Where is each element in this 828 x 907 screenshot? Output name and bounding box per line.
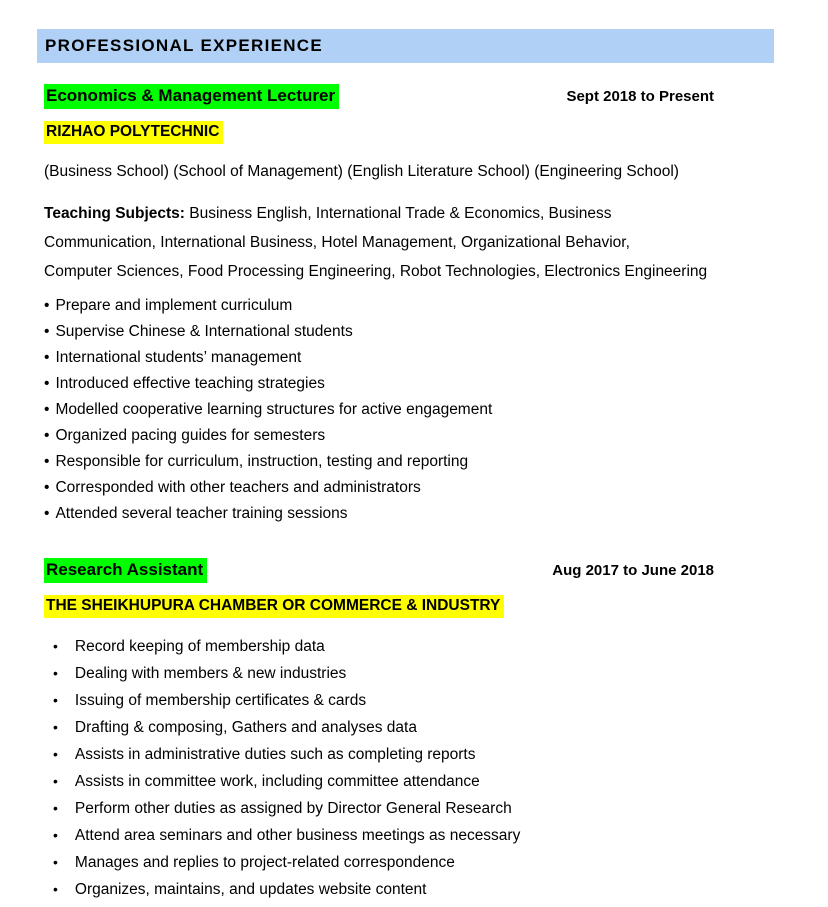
- list-item: [44, 768, 784, 795]
- bullet-text: Prepare and implement curriculum: [55, 297, 293, 314]
- list-item: [44, 371, 784, 397]
- list-item: [44, 501, 784, 527]
- bullet-text: Responsible for curriculum, instruction, testing and reporting: [55, 453, 469, 470]
- bullet-text: Record keeping of membership data: [74, 638, 325, 655]
- list-item: [44, 633, 784, 660]
- job-2-company: THE SHEIKHUPURA CHAMBER OR COMMERCE & INDUSTRY: [44, 595, 504, 618]
- bullet-icon: •: [53, 854, 58, 870]
- bullet-icon: •: [53, 773, 58, 789]
- job-2-company-row: [44, 595, 784, 618]
- bullet-icon: •: [53, 638, 58, 654]
- teaching-subjects-line: Communication, International Business, Hotel Management, Organizational Behavior,: [44, 234, 630, 251]
- list-item: [44, 345, 784, 371]
- job-1-company-row: [44, 121, 784, 144]
- job-1-title: Economics & Management Lecturer: [44, 84, 339, 109]
- list-item: [44, 449, 784, 475]
- job-1-departments: (Business School) (School of Management) (English Literature School) (Engineering School): [44, 163, 679, 180]
- bullet-text: Dealing with members & new industries: [74, 665, 347, 682]
- list-item: [44, 397, 784, 423]
- bullet-text: Attended several teacher training sessions: [55, 505, 348, 522]
- bullet-text: Assists in administrative duties such as completing reports: [74, 746, 476, 763]
- job-1-company: RIZHAO POLYTECHNIC: [44, 121, 223, 144]
- job-1-header: [44, 84, 784, 109]
- resume-content: [44, 84, 784, 903]
- list-item: [44, 293, 784, 319]
- list-item: [44, 822, 784, 849]
- job-1-dates: Sept 2018 to Present: [566, 88, 714, 105]
- job-2-header: [44, 558, 784, 583]
- bullet-icon: •: [44, 323, 50, 340]
- bullet-text: Issuing of membership certificates & cards: [74, 692, 367, 709]
- bullet-icon: •: [53, 800, 58, 816]
- bullet-icon: •: [44, 375, 50, 392]
- teaching-subjects-line: Computer Sciences, Food Processing Engineering, Robot Technologies, Electronics Engineering: [44, 263, 708, 280]
- teaching-subjects-text: Business English, International Trade & Economics, Business: [189, 205, 612, 222]
- list-item: [44, 475, 784, 501]
- list-item: [44, 849, 784, 876]
- list-item: [44, 795, 784, 822]
- bullet-text: Assists in committee work, including committee attendance: [74, 773, 480, 790]
- bullet-text: Modelled cooperative learning structures for active engagement: [55, 401, 493, 418]
- bullet-text: Attend area seminars and other business meetings as necessary: [74, 827, 521, 844]
- job-1-teaching-subjects: [44, 199, 784, 286]
- bullet-text: Introduced effective teaching strategies: [55, 375, 325, 392]
- bullet-icon: •: [53, 665, 58, 681]
- list-item: [44, 876, 784, 903]
- section-header-title: PROFESSIONAL EXPERIENCE: [45, 36, 324, 55]
- bullet-icon: •: [44, 453, 50, 470]
- bullet-icon: •: [53, 881, 58, 897]
- teaching-subjects-line: [44, 199, 784, 228]
- bullet-icon: •: [44, 479, 50, 496]
- job-1-bullet-list: [44, 293, 784, 527]
- bullet-icon: •: [53, 719, 58, 735]
- list-item: [44, 714, 784, 741]
- bullet-text: Manages and replies to project-related correspondence: [74, 854, 455, 871]
- bullet-text: Supervise Chinese & International students: [55, 323, 353, 340]
- bullet-icon: •: [53, 746, 58, 762]
- job-2-title: Research Assistant: [44, 558, 207, 583]
- teaching-subjects-label: Teaching Subjects:: [44, 205, 185, 222]
- section-header-bar: [37, 29, 774, 63]
- list-item: [44, 687, 784, 714]
- bullet-text: Corresponded with other teachers and administrators: [55, 479, 421, 496]
- bullet-icon: •: [44, 349, 50, 366]
- bullet-text: Organized pacing guides for semesters: [55, 427, 326, 444]
- list-item: [44, 319, 784, 345]
- bullet-icon: •: [44, 505, 50, 522]
- list-item: [44, 660, 784, 687]
- job-2-bullet-list: [44, 633, 784, 903]
- resume-page: [0, 29, 828, 907]
- bullet-icon: •: [44, 427, 50, 444]
- bullet-icon: •: [53, 827, 58, 843]
- list-item: [44, 423, 784, 449]
- bullet-icon: •: [53, 692, 58, 708]
- bullet-text: Organizes, maintains, and updates website content: [74, 881, 427, 898]
- list-item: [44, 741, 784, 768]
- bullet-icon: •: [44, 401, 50, 418]
- job-2-dates: Aug 2017 to June 2018: [552, 562, 714, 579]
- bullet-icon: •: [44, 297, 50, 314]
- bullet-text: Perform other duties as assigned by Director General Research: [74, 800, 512, 817]
- bullet-text: International students’ management: [55, 349, 302, 366]
- bullet-text: Drafting & composing, Gathers and analyses data: [74, 719, 417, 736]
